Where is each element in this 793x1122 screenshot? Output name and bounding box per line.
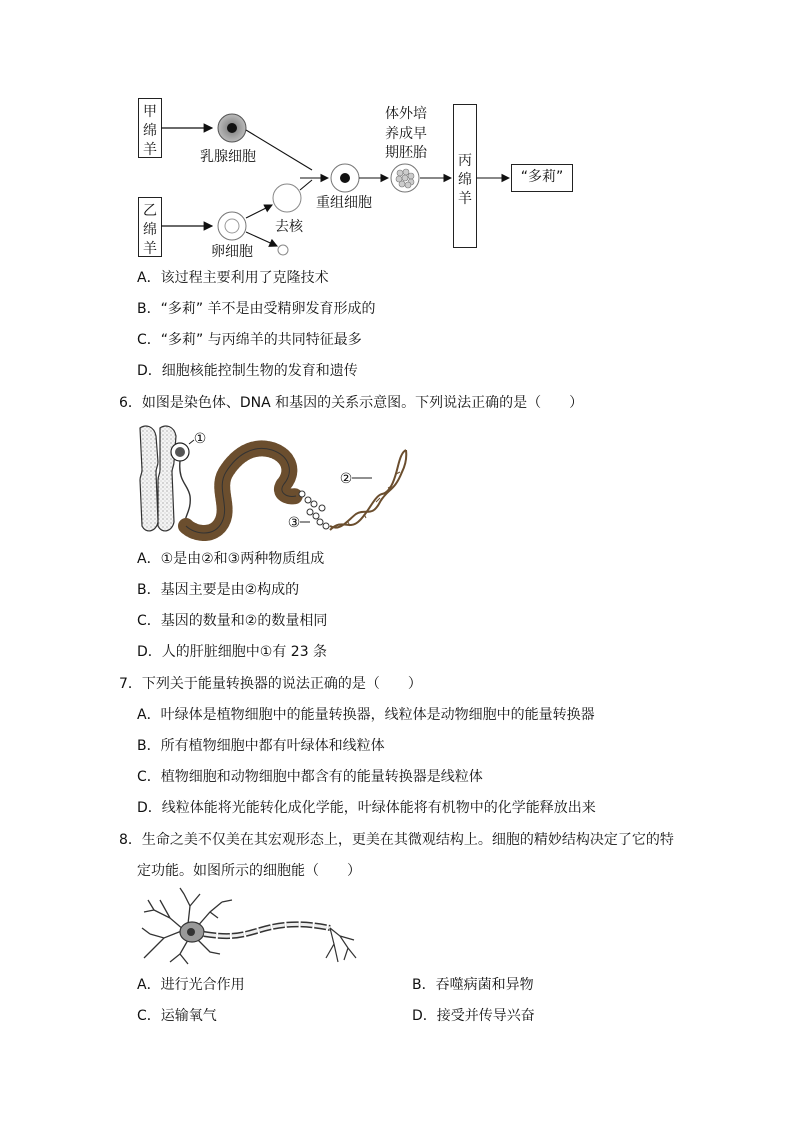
cloning-diagram (0, 0, 793, 270)
sheep-a-char-2: 绵 (143, 123, 157, 139)
nucleosomes (299, 491, 329, 529)
q6-option-b[interactable]: B．基因主要是由②构成的 (137, 582, 300, 598)
q8-option-c[interactable]: C．运输氧气 (137, 1008, 217, 1024)
q5-option-c[interactable]: C．“多莉” 与丙绵羊的共同特征最多 (137, 332, 362, 348)
q8-option-a[interactable]: A．进行光合作用 (137, 977, 245, 993)
sheep-c-char-2: 绵 (458, 172, 472, 188)
dolly-label: “多莉” (520, 169, 564, 185)
q6-stem: 6．如图是染色体、DNA 和基因的关系示意图。下列说法正确的是（ ） (119, 395, 584, 411)
embryo-label-2: 养成早 (385, 126, 427, 142)
sheep-b-char-2: 绵 (143, 222, 157, 238)
q5-option-d[interactable]: D．细胞核能控制生物的发育和遗传 (137, 363, 358, 379)
egg-cell-label: 卵细胞 (211, 244, 253, 260)
embryo-label-3: 期胚胎 (385, 145, 427, 161)
coiled-chromatin (186, 448, 296, 533)
sheep-a-char-1: 甲 (143, 104, 157, 120)
axon-terminals (326, 928, 356, 962)
q8-option-d[interactable]: D．接受并传导兴奋 (412, 1008, 535, 1024)
egg-inner (225, 219, 239, 233)
remove-nucleus-label: 去核 (275, 219, 303, 235)
enucleated-egg (273, 184, 301, 212)
q7-option-b[interactable]: B．所有植物细胞中都有叶绿体和线粒体 (137, 738, 385, 754)
q5-option-b[interactable]: B．“多莉” 羊不是由受精卵发育形成的 (137, 301, 376, 317)
q6-option-a[interactable]: A．①是由②和③两种物质组成 (137, 551, 325, 567)
sheep-c-char-3: 羊 (458, 191, 472, 207)
removed-nucleus (278, 245, 288, 255)
q6-option-c[interactable]: C．基因的数量和②的数量相同 (137, 613, 328, 629)
mammary-nucleus (227, 123, 237, 133)
embryo-label-1: 体外培 (385, 106, 427, 122)
neuron-diagram (140, 888, 360, 968)
dna-helix (330, 450, 406, 530)
neuron-nucleus (187, 928, 195, 936)
sheep-a-char-3: 羊 (143, 142, 157, 158)
q7-option-d[interactable]: D．线粒体能将光能转化成化学能，叶绿体能将有机物中的化学能释放出来 (137, 800, 596, 816)
q5-option-a[interactable]: A．该过程主要利用了克隆技术 (137, 270, 329, 286)
marker-1: ① (193, 431, 207, 447)
q7-option-c[interactable]: C．植物细胞和动物细胞中都含有的能量转换器是线粒体 (137, 769, 483, 785)
sheep-c-char-1: 丙 (458, 153, 472, 169)
marker-2: ② (339, 471, 353, 487)
chromosome-dna-diagram (134, 422, 434, 542)
q8-stem-line1: 8．生命之美不仅美在其宏观形态上，更美在其微观结构上。细胞的精妙结构决定了它的特 (119, 832, 674, 848)
q7-option-a[interactable]: A．叶绿体是植物细胞中的能量转换器，线粒体是动物细胞中的能量转换器 (137, 707, 595, 723)
mammary-cell-label: 乳腺细胞 (200, 149, 256, 165)
q8-stem-line2: 定功能。如图所示的细胞能（ ） (137, 863, 361, 879)
recombined-nucleus (340, 173, 350, 183)
arrow-egg-to-enucleated (246, 205, 272, 218)
sheep-b-char-1: 乙 (143, 203, 157, 219)
q7-stem: 7．下列关于能量转换器的说法正确的是（ ） (119, 676, 422, 692)
marker-3: ③ (287, 515, 301, 531)
sheep-b-char-3: 羊 (143, 241, 157, 257)
q8-option-b[interactable]: B．吞噬病菌和异物 (412, 977, 534, 993)
line-enucleated-merge (300, 180, 312, 190)
q6-option-d[interactable]: D．人的肝脏细胞中①有 23 条 (137, 644, 328, 660)
recombined-cell-label: 重组细胞 (316, 195, 372, 211)
chromosome (140, 426, 176, 531)
